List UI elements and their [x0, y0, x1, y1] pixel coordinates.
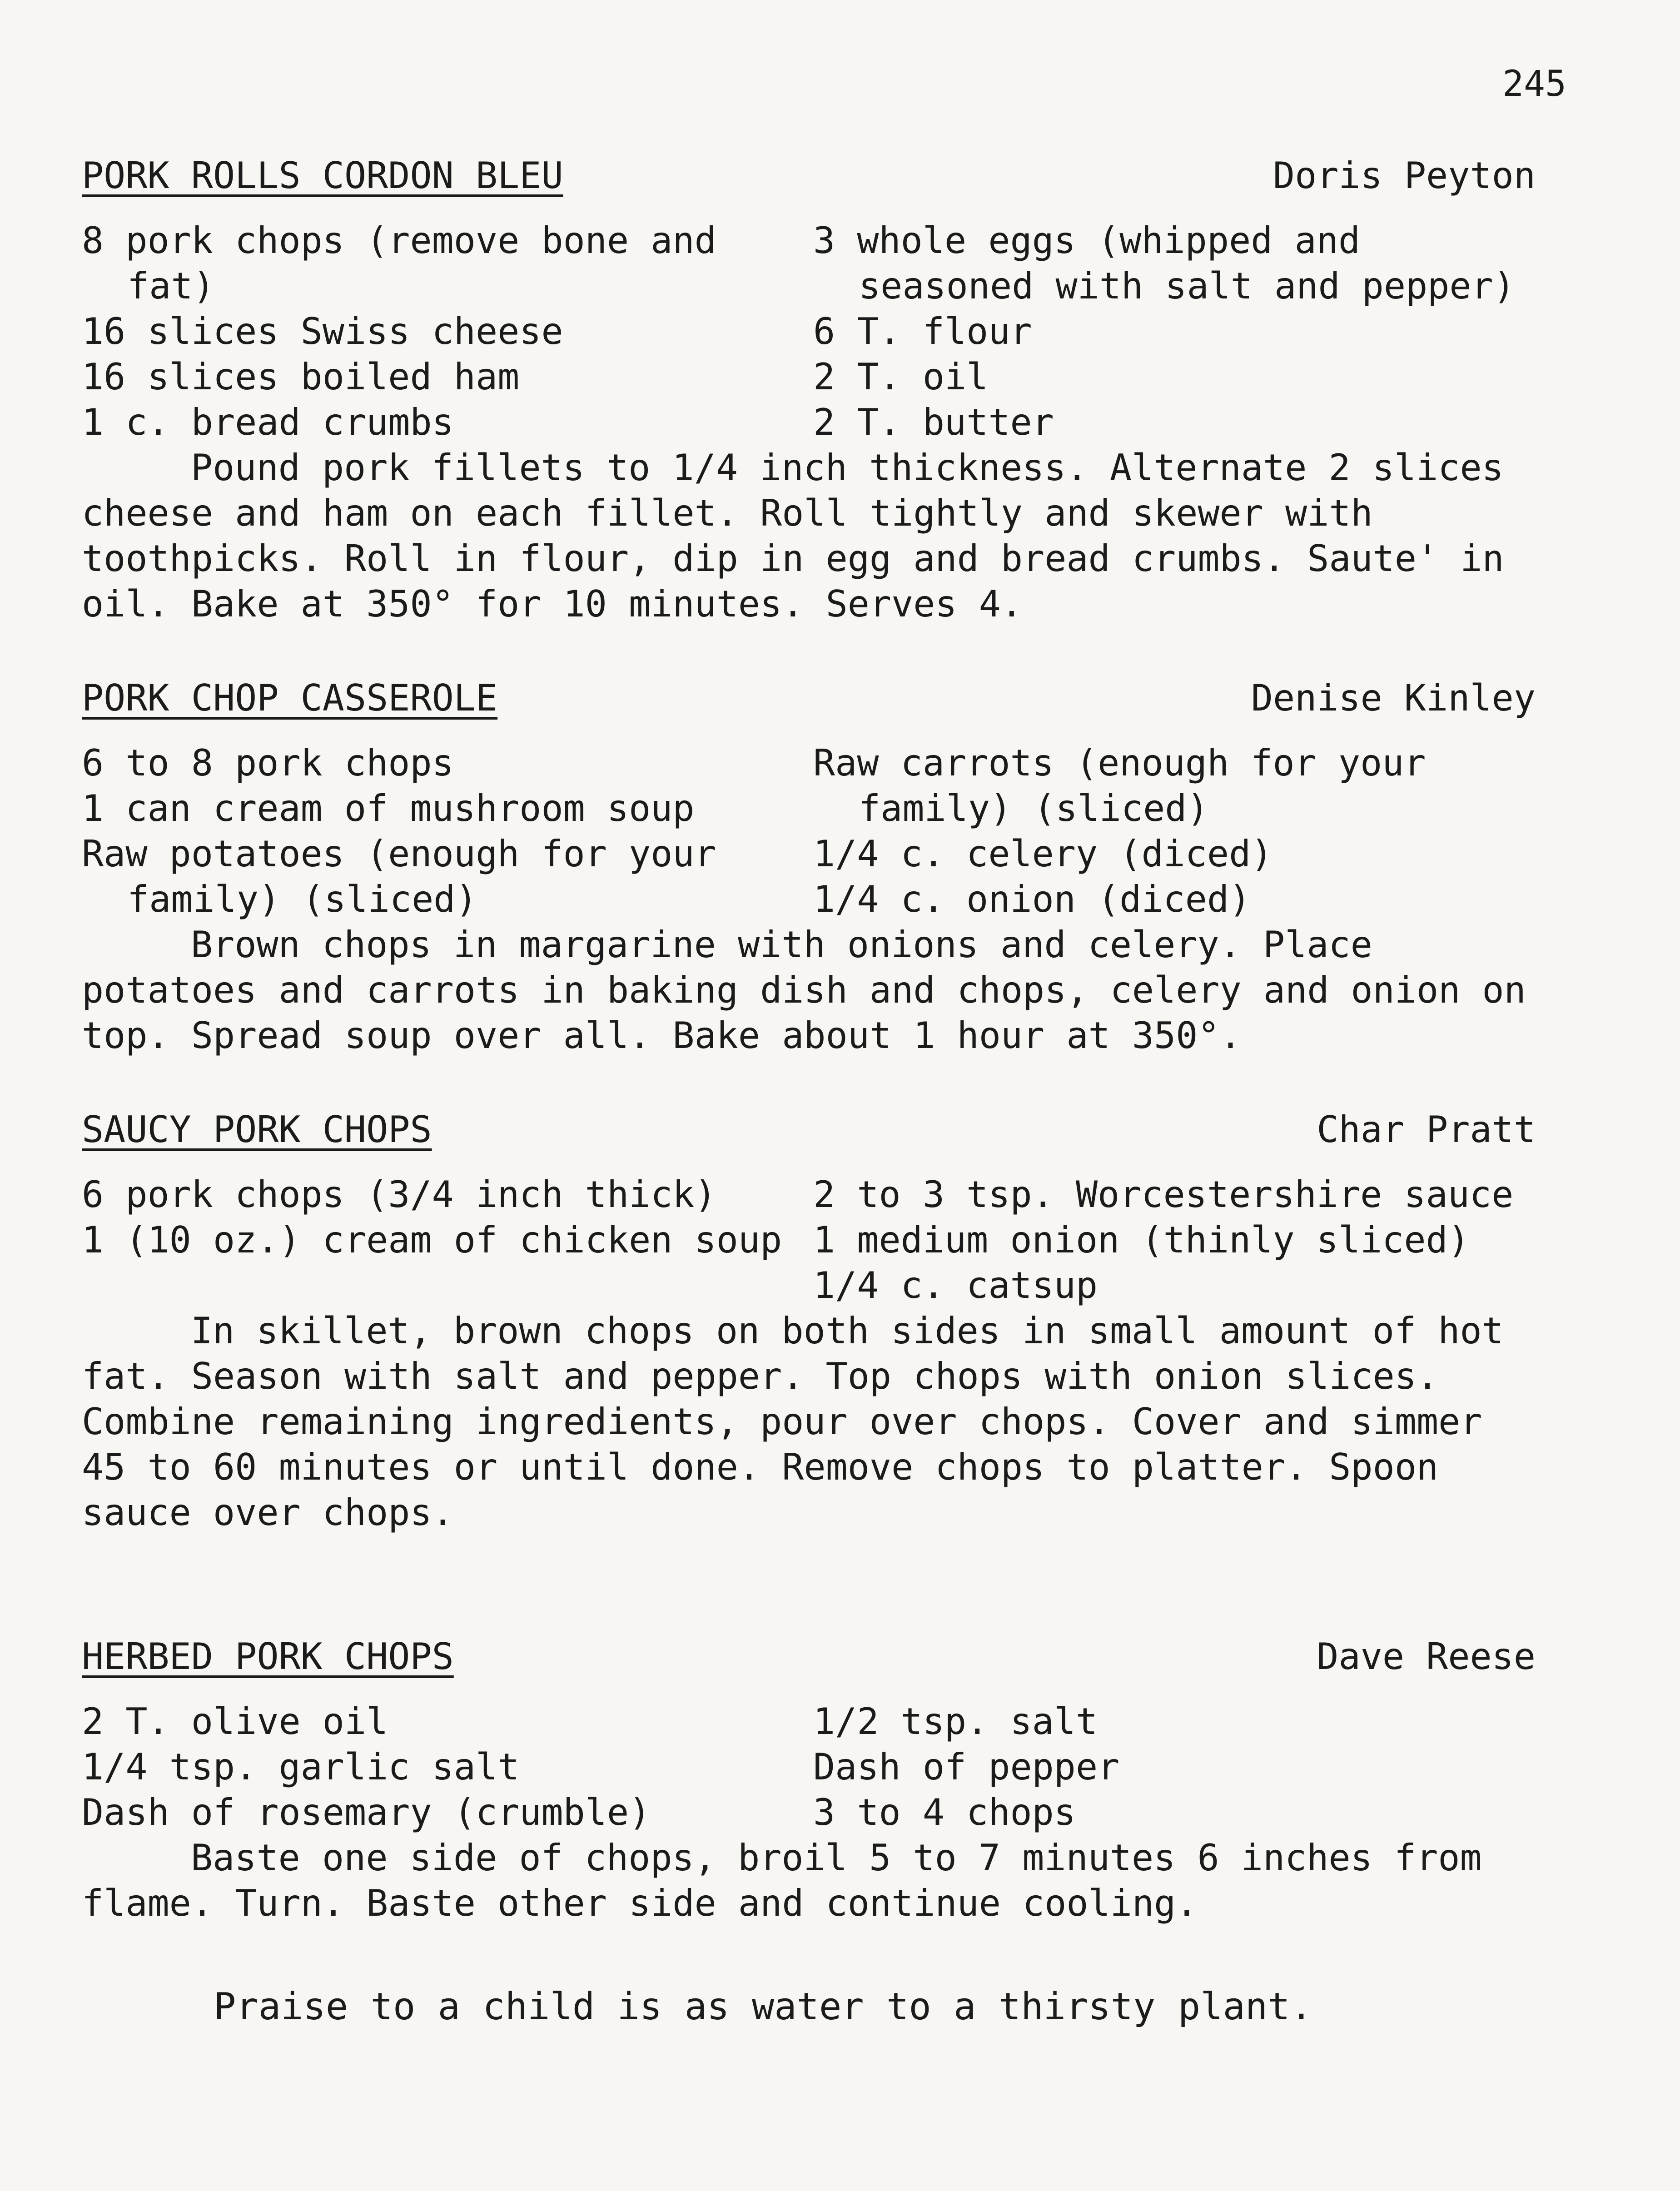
- recipe-author: Char Pratt: [1317, 1108, 1536, 1151]
- recipe-title: SAUCY PORK CHOPS: [82, 1108, 432, 1151]
- ingredients-left: [82, 1172, 813, 1308]
- ingredient: 6 T. flour: [813, 310, 1032, 353]
- recipe-directions: [82, 922, 1536, 1058]
- recipe-pork-chop-casserole: [82, 677, 1536, 1058]
- ingredient: 2 T. oil: [813, 356, 989, 398]
- recipe-title: PORK CHOP CASSEROLE: [82, 677, 498, 719]
- ingredient: 16 slices boiled ham: [82, 356, 520, 398]
- ingredient: 16 slices Swiss cheese: [82, 310, 563, 353]
- recipe-pork-rolls-cordon-bleu: [82, 154, 1536, 627]
- ingredient: 1/4 c. celery (diced): [813, 833, 1273, 875]
- ingredients-right: [813, 1699, 1536, 1835]
- ingredients-left: [82, 740, 813, 922]
- recipe-title: PORK ROLLS CORDON BLEU: [82, 154, 563, 197]
- recipe-directions: [82, 445, 1536, 627]
- ingredient: Dash of rosemary (crumble): [82, 1791, 651, 1833]
- recipe-saucy-pork-chops: [82, 1108, 1536, 1535]
- ingredient: 6 to 8 pork chops: [82, 742, 454, 784]
- ingredient: Raw carrots (enough for your family) (sliced): [813, 742, 1448, 830]
- closing-quote: Praise to a child is as water to a thirsty plant.: [214, 1985, 1313, 2028]
- ingredient: 1 medium onion (thinly sliced): [813, 1219, 1470, 1261]
- directions-text: Pound pork fillets to 1/4 inch thickness. Alternate 2 slices cheese and ham on each fillet. Roll tightly and skewer with toothpicks. Roll in flour, dip in egg and bread crumbs. Saute' in oil. Bake at 350° for 10 minutes. Serves 4.: [82, 447, 1504, 625]
- ingredient: 1/4 c. catsup: [813, 1264, 1098, 1307]
- ingredients-right: [813, 740, 1536, 922]
- page-number: 245: [1502, 64, 1566, 104]
- directions-text: Brown chops in margarine with onions and celery. Place potatoes and carrots in baking dish and chops, celery and onion on top. Spread soup over all. Bake about 1 hour at 350°.: [82, 924, 1526, 1057]
- ingredient: 1 can cream of mushroom soup: [82, 787, 695, 830]
- ingredients-left: [82, 218, 813, 445]
- directions-text: In skillet, brown chops on both sides in small amount of hot fat. Season with salt and pepper. Top chops with onion slices. Combine remaining ingredients, pour over chops. Cover and simmer 45 to 60 minutes or until done. Remove chops to platter. Spoon sauce over chops.: [82, 1310, 1504, 1534]
- recipe-author: Doris Peyton: [1273, 154, 1536, 197]
- recipe-author: Denise Kinley: [1251, 677, 1536, 719]
- ingredients-right: [813, 218, 1536, 445]
- ingredients-left: [82, 1699, 813, 1835]
- ingredient: 6 pork chops (3/4 inch thick): [82, 1173, 716, 1216]
- ingredient: 2 T. olive oil: [82, 1700, 388, 1743]
- recipe-author: Dave Reese: [1317, 1635, 1536, 1678]
- recipe-herbed-pork-chops: [82, 1635, 1536, 1926]
- ingredient: 3 to 4 chops: [813, 1791, 1076, 1833]
- directions-text: Baste one side of chops, broil 5 to 7 minutes 6 inches from flame. Turn. Baste other side and continue cooling.: [82, 1837, 1482, 1924]
- recipe-title: HERBED PORK CHOPS: [82, 1635, 454, 1678]
- recipe-directions: [82, 1308, 1536, 1535]
- ingredient: Dash of pepper: [813, 1746, 1120, 1788]
- ingredient: 3 whole eggs (whipped and seasoned with salt and pepper): [813, 219, 1515, 307]
- ingredient: 1/2 tsp. salt: [813, 1700, 1098, 1743]
- ingredient: 2 T. butter: [813, 401, 1054, 443]
- ingredient: 2 to 3 tsp. Worcestershire sauce: [813, 1173, 1514, 1216]
- ingredient: 1/4 c. onion (diced): [813, 878, 1251, 920]
- ingredients-right: [813, 1172, 1536, 1308]
- recipe-directions: [82, 1835, 1536, 1926]
- ingredient: Raw potatoes (enough for your family) (sliced): [82, 833, 738, 920]
- ingredient: 8 pork chops (remove bone and fat): [82, 219, 738, 307]
- ingredient: 1 c. bread crumbs: [82, 401, 454, 443]
- ingredient: 1 (10 oz.) cream of chicken soup: [82, 1219, 782, 1261]
- ingredient: 1/4 tsp. garlic salt: [82, 1746, 520, 1788]
